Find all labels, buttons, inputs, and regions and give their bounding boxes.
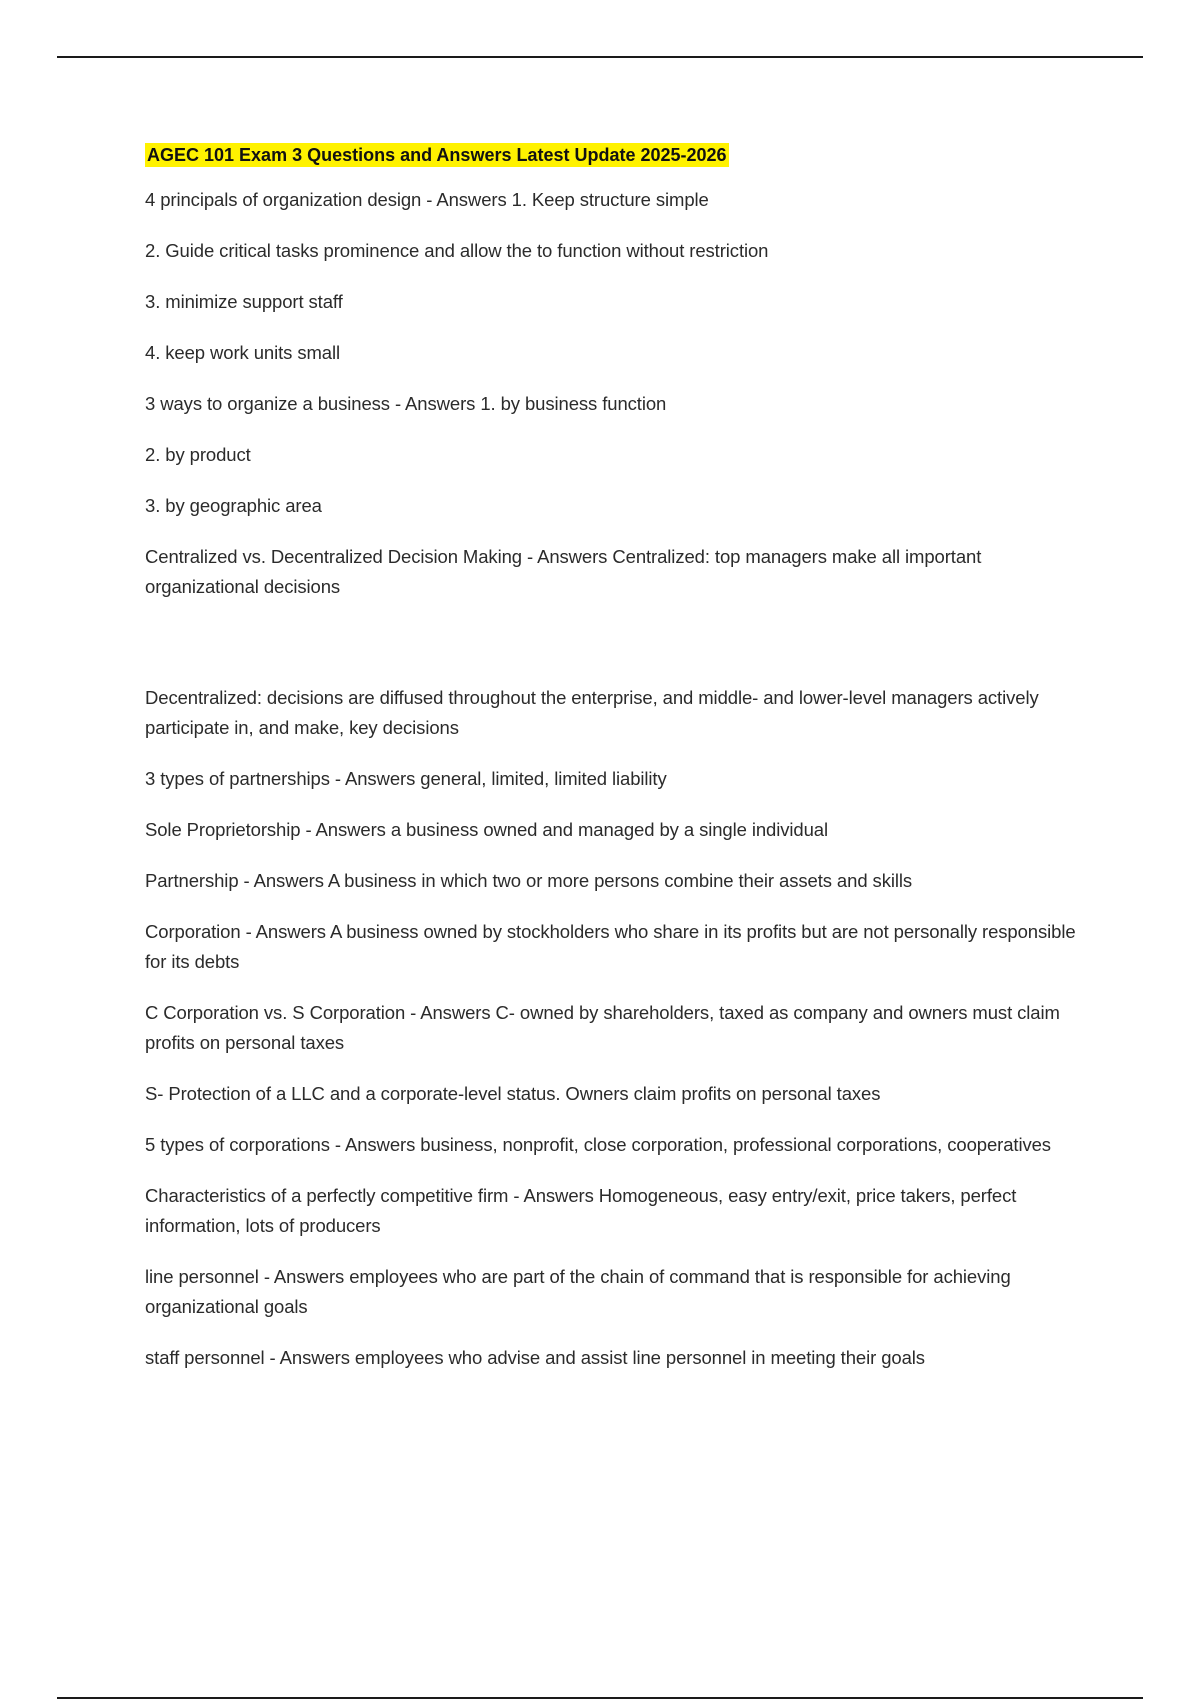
paragraph: C Corporation vs. S Corporation - Answers C- owned by shareholders, taxed as company and owners must claim profits on personal taxes — [145, 1002, 1060, 1053]
paragraph: S- Protection of a LLC and a corporate-level status. Owners claim profits on personal taxes — [145, 1083, 881, 1104]
paragraph: staff personnel - Answers employees who advise and assist line personnel in meeting their goals — [145, 1347, 925, 1368]
paragraph: 3. by geographic area — [145, 495, 322, 516]
paragraph: line personnel - Answers employees who are part of the chain of command that is responsible for achieving organizational goals — [145, 1266, 1011, 1317]
document-title: AGEC 101 Exam 3 Questions and Answers Latest Update 2025-2026 — [147, 145, 727, 165]
paragraph: 4 principals of organization design - Answers 1. Keep structure simple — [145, 189, 709, 210]
paragraph: 5 types of corporations - Answers business, nonprofit, close corporation, professional corporations, cooperatives — [145, 1134, 1051, 1155]
paragraph: Centralized vs. Decentralized Decision Making - Answers Centralized: top managers make all important organizational decisions — [145, 546, 982, 597]
header-rule — [57, 56, 1143, 58]
title-row — [145, 143, 1080, 185]
paragraph: Corporation - Answers A business owned by stockholders who share in its profits but are not personally responsible for its debts — [145, 921, 1076, 972]
paragraph: 4. keep work units small — [145, 342, 341, 363]
paragraph: Sole Proprietorship - Answers a business owned and managed by a single individual — [145, 819, 828, 840]
paragraph: Decentralized: decisions are diffused throughout the enterprise, and middle- and lower-level managers actively participate in, and make, key decisions — [145, 687, 1039, 738]
paragraph: Characteristics of a perfectly competitive firm - Answers Homogeneous, easy entry/exit, price takers, perfect information, lots of producers — [145, 1185, 1017, 1236]
footer-rule — [57, 1697, 1143, 1699]
paragraph: 3 types of partnerships - Answers general, limited, limited liability — [145, 768, 667, 789]
document-body — [145, 143, 1080, 1394]
paragraph: 2. by product — [145, 444, 251, 465]
paragraph: Partnership - Answers A business in which two or more persons combine their assets and skills — [145, 870, 913, 891]
paragraph: 3. minimize support staff — [145, 291, 343, 312]
paragraph: 3 ways to organize a business - Answers 1. by business function — [145, 393, 667, 414]
paragraph: 2. Guide critical tasks prominence and allow the to function without restriction — [145, 240, 769, 261]
